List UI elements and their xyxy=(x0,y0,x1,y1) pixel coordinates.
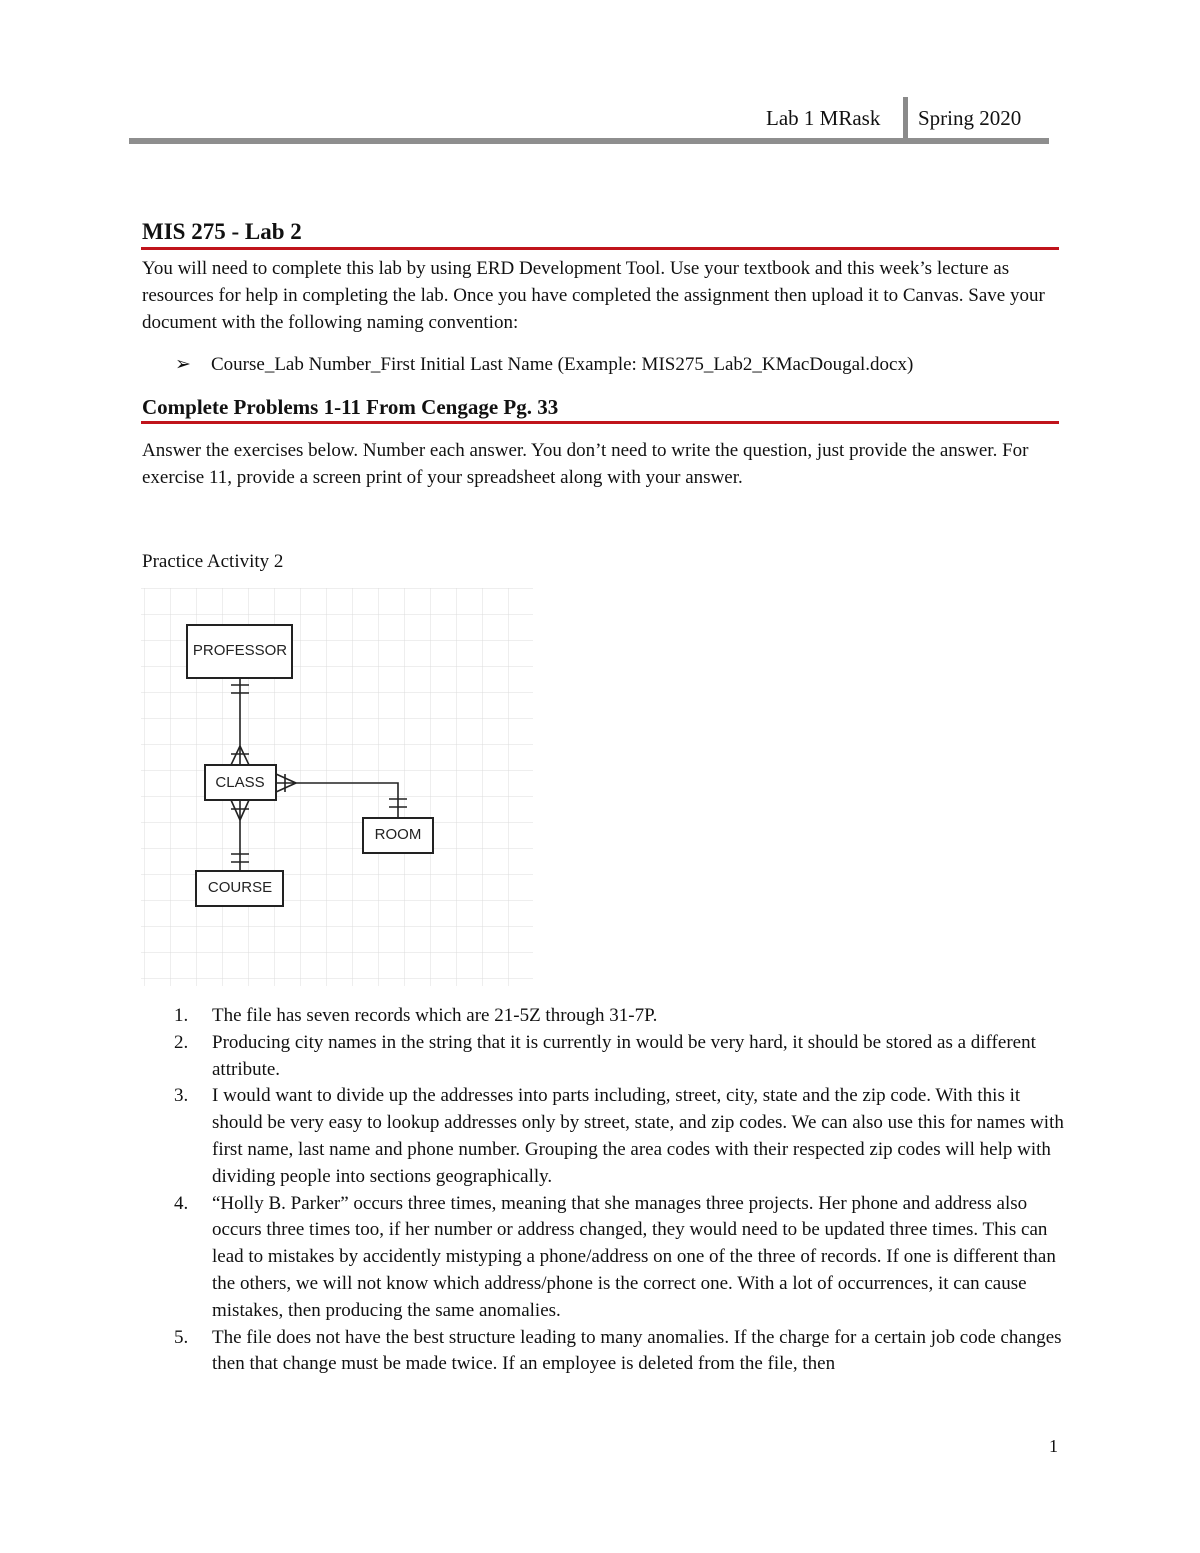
entity-class-label: CLASS xyxy=(215,774,265,791)
entity-room xyxy=(363,818,433,853)
header-divider xyxy=(903,97,908,139)
entity-professor xyxy=(187,625,292,678)
answer-number: 2. xyxy=(174,1031,189,1053)
answer-text: The file has seven records which are 21-5Z through 31-7P. xyxy=(212,1005,658,1026)
answer-item xyxy=(142,1325,1072,1379)
entity-professor-label: PROFESSOR xyxy=(192,642,288,659)
entity-course xyxy=(196,871,283,906)
page-title: MIS 275 - Lab 2 xyxy=(142,219,302,244)
title-underline xyxy=(141,247,1059,250)
instructions-paragraph: Answer the exercises below. Number each answer. You don’t need to write the question, just provide the answer. For exercise 11, provide a screen print of your spreadsheet along with your answer. xyxy=(142,440,1029,488)
header-rule xyxy=(129,138,1049,144)
section-heading: Complete Problems 1-11 From Cengage Pg. 33 xyxy=(142,395,559,419)
arrow-bullet-icon: ➢ xyxy=(175,354,191,375)
answer-text: Producing city names in the string that it is currently in would be very hard, it should be stored as a different attribute. xyxy=(212,1031,1036,1080)
answer-number: 5. xyxy=(174,1326,189,1348)
answer-text: The file does not have the best structure leading to many anomalies. If the charge for a certain job code changes then that change must be made twice. If an employee is deleted from the file, then xyxy=(212,1326,1062,1375)
entity-class xyxy=(205,765,276,800)
practice-caption: Practice Activity 2 xyxy=(142,551,284,572)
answer-number: 1. xyxy=(174,1005,189,1026)
answer-item xyxy=(142,1030,1072,1084)
erd-diagram xyxy=(141,588,533,986)
header-lab-label: Lab 1 MRask xyxy=(766,106,881,130)
answer-item xyxy=(142,1191,1072,1325)
answer-item xyxy=(142,1083,1072,1190)
intro-paragraph: You will need to complete this lab by using ERD Development Tool. Use your textbook and this week’s lecture as resources for help in completing the lab. Once you have completed the assignment then upload it to Canvas. Save your document with the following naming convention: xyxy=(142,258,1045,333)
header-term: Spring 2020 xyxy=(918,106,1022,130)
entity-room-label: ROOM xyxy=(374,826,422,843)
naming-bullet-text: Course_Lab Number_First Initial Last Name (Example: MIS275_Lab2_KMacDougal.docx) xyxy=(211,354,914,375)
answer-number: 3. xyxy=(174,1085,189,1107)
entity-course-label: COURSE xyxy=(207,879,273,896)
answer-number: 4. xyxy=(174,1192,189,1214)
naming-bullet xyxy=(175,351,913,378)
answer-text: “Holly B. Parker” occurs three times, meaning that she manages three projects. Her phone and address also occurs three times too, if her number or address changed, they would need to be updated three times. This can lead to mistakes by accidently mistyping a phone/address on one of the three of records. If one is different than the others, we will not know which address/phone is the correct one. With a lot of occurrences, it can cause mistakes, then producing the same anomalies. xyxy=(212,1192,1056,1321)
answer-item xyxy=(142,1003,1072,1030)
section-underline xyxy=(141,421,1059,424)
answer-list xyxy=(142,1003,1072,1378)
answer-text: I would want to divide up the addresses into parts including, street, city, state and the zip code. With this it should be very easy to lookup addresses only by street, state, and zip codes. We can also use this for names with first name, last name and phone number. Grouping the area codes with their respected zip codes will help with dividing people into sections geographically. xyxy=(212,1085,1064,1187)
page-number: 1 xyxy=(1049,1436,1058,1456)
